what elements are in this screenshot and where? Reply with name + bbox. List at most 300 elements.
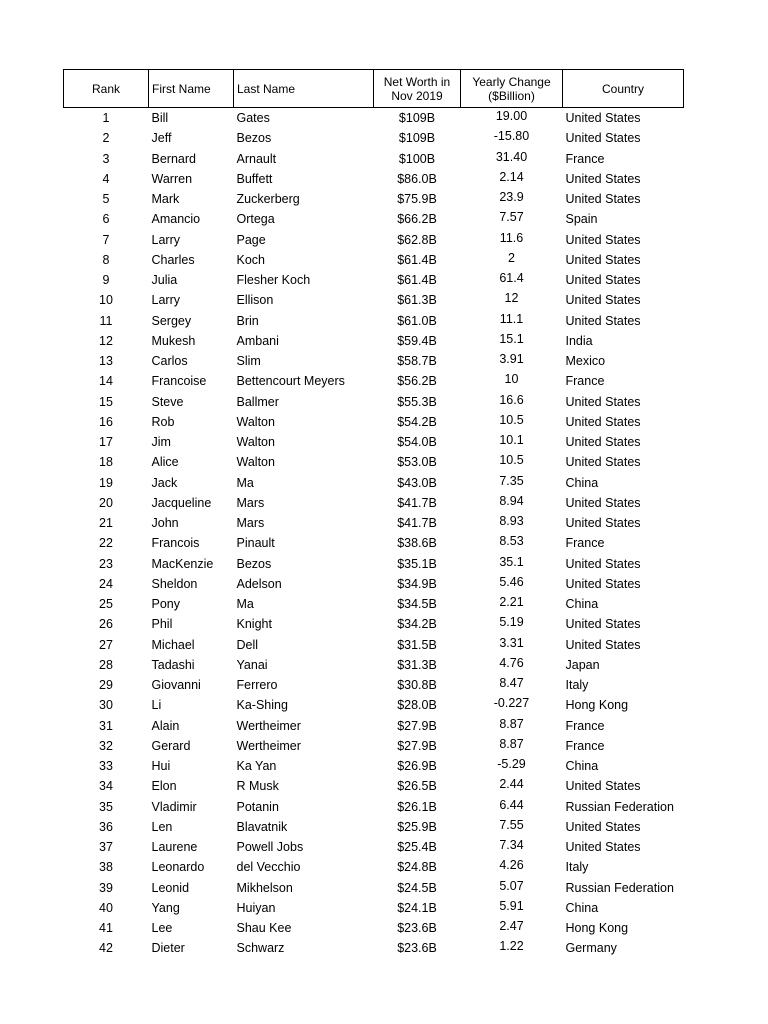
cell-yearly-change: 16.6 <box>499 392 524 407</box>
cell-first-name: Hui <box>151 759 171 774</box>
cell-first-name: Li <box>151 698 162 713</box>
table-row <box>64 371 684 391</box>
cell-net-worth: $54.2B <box>397 414 437 429</box>
cell-yearly-change: 8.47 <box>499 676 524 691</box>
cell-last-name: Dell <box>236 637 259 652</box>
cell-first-name: MacKenzie <box>151 556 214 571</box>
cell-first-name: Sheldon <box>151 576 198 591</box>
cell-last-name: Slim <box>236 354 261 369</box>
cell-rank: 12 <box>99 333 113 348</box>
cell-yearly-change: -0.227 <box>493 696 530 711</box>
cell-yearly-change: 2.21 <box>499 595 524 610</box>
cell-first-name: Jacqueline <box>151 495 212 510</box>
cell-yearly-change: 8.93 <box>499 514 524 529</box>
cell-yearly-change: 1.22 <box>499 939 524 954</box>
cell-first-name: Steve <box>151 394 184 409</box>
cell-first-name: Jim <box>151 435 171 450</box>
cell-first-name: Larry <box>151 293 180 308</box>
cell-first-name: Carlos <box>151 354 188 369</box>
cell-last-name: del Vecchio <box>236 860 301 875</box>
cell-first-name: Lee <box>151 921 173 936</box>
cell-country: China <box>565 759 599 774</box>
cell-country: France <box>565 536 605 551</box>
header-row <box>64 70 684 108</box>
cell-country: United States <box>565 394 641 409</box>
cell-first-name: Giovanni <box>151 678 201 693</box>
cell-net-worth: $23.6B <box>397 941 437 956</box>
cell-yearly-change: 7.57 <box>499 210 524 225</box>
cell-last-name: Wertheimer <box>236 718 301 733</box>
cell-net-worth: $24.5B <box>397 880 437 895</box>
table-row <box>64 614 684 634</box>
table-row <box>64 554 684 574</box>
header-yearly-change-line2: ($Billion) <box>488 88 535 103</box>
cell-last-name: Ellison <box>236 293 274 308</box>
cell-net-worth: $55.3B <box>397 394 437 409</box>
table-row <box>64 655 684 675</box>
cell-last-name: Ferrero <box>236 678 278 693</box>
cell-net-worth: $24.1B <box>397 900 437 915</box>
cell-rank: 25 <box>99 597 113 612</box>
cell-first-name: Leonid <box>151 880 190 895</box>
cell-rank: 32 <box>99 738 113 753</box>
cell-rank: 15 <box>99 394 113 409</box>
cell-first-name: Larry <box>151 232 180 247</box>
cell-yearly-change: 19.00 <box>495 109 528 124</box>
header-country: Country <box>563 70 684 108</box>
cell-yearly-change: 11.1 <box>499 311 524 326</box>
cell-yearly-change: 61.4 <box>499 271 524 286</box>
cell-first-name: Warren <box>151 171 193 186</box>
cell-country: Hong Kong <box>565 921 629 936</box>
cell-rank: 26 <box>99 617 113 632</box>
cell-last-name: Yanai <box>236 657 268 672</box>
table-row <box>64 493 684 513</box>
cell-net-worth: $26.9B <box>397 759 437 774</box>
cell-yearly-change: 2.14 <box>499 169 524 184</box>
cell-country: China <box>565 900 599 915</box>
table-row <box>64 169 684 189</box>
cell-rank: 21 <box>99 516 113 531</box>
cell-last-name: Ma <box>236 475 254 490</box>
cell-country: France <box>565 151 605 166</box>
cell-country: United States <box>565 637 641 652</box>
billionaires-sheet <box>63 69 683 959</box>
cell-rank: 7 <box>102 232 110 247</box>
cell-net-worth: $109B <box>398 111 436 126</box>
cell-rank: 18 <box>99 455 113 470</box>
cell-last-name: Ortega <box>236 212 275 227</box>
table-row <box>64 351 684 371</box>
cell-first-name: Yang <box>151 900 180 915</box>
cell-first-name: Sergey <box>151 313 192 328</box>
cell-first-name: Francoise <box>151 374 207 389</box>
cell-rank: 29 <box>99 678 113 693</box>
cell-yearly-change: 7.55 <box>499 817 524 832</box>
cell-country: United States <box>565 516 641 531</box>
cell-first-name: Phil <box>151 617 173 632</box>
table-row <box>64 736 684 756</box>
cell-country: United States <box>565 455 641 470</box>
cell-country: France <box>565 374 605 389</box>
table-row <box>64 128 684 148</box>
cell-yearly-change: 8.94 <box>499 493 524 508</box>
cell-rank: 41 <box>99 921 113 936</box>
cell-yearly-change: 7.34 <box>499 838 524 853</box>
cell-net-worth: $58.7B <box>397 354 437 369</box>
header-yearly-change <box>461 70 563 108</box>
cell-last-name: Gates <box>236 111 270 126</box>
cell-rank: 16 <box>99 414 113 429</box>
cell-yearly-change: 5.19 <box>499 615 524 630</box>
cell-country: United States <box>565 414 641 429</box>
cell-first-name: Laurene <box>151 840 198 855</box>
cell-first-name: Elon <box>151 779 177 794</box>
cell-last-name: Bettencourt Meyers <box>236 374 345 389</box>
cell-first-name: Gerard <box>151 738 191 753</box>
table-row <box>64 189 684 209</box>
cell-last-name: Walton <box>236 414 275 429</box>
cell-yearly-change: 2.44 <box>499 777 524 792</box>
cell-country: United States <box>565 111 641 126</box>
table-row <box>64 817 684 837</box>
cell-net-worth: $56.2B <box>397 374 437 389</box>
cell-net-worth: $59.4B <box>397 333 437 348</box>
billionaires-table <box>63 69 684 959</box>
cell-yearly-change: 10.1 <box>499 433 524 448</box>
cell-yearly-change: 11.6 <box>499 230 524 245</box>
table-row <box>64 878 684 898</box>
cell-last-name: Walton <box>236 435 275 450</box>
cell-rank: 14 <box>99 374 113 389</box>
cell-yearly-change: 5.46 <box>499 574 524 589</box>
cell-net-worth: $61.3B <box>397 293 437 308</box>
cell-net-worth: $38.6B <box>397 536 437 551</box>
cell-country: Japan <box>565 657 600 672</box>
header-rank: Rank <box>64 70 149 108</box>
table-row <box>64 452 684 472</box>
cell-last-name: Shau Kee <box>236 921 292 936</box>
cell-net-worth: $54.0B <box>397 435 437 450</box>
cell-net-worth: $27.9B <box>397 718 437 733</box>
cell-rank: 17 <box>99 435 113 450</box>
cell-rank: 33 <box>99 759 113 774</box>
cell-yearly-change: 5.91 <box>499 898 524 913</box>
cell-last-name: Ka-Shing <box>236 698 288 713</box>
cell-last-name: Ballmer <box>236 394 279 409</box>
cell-net-worth: $31.3B <box>397 657 437 672</box>
cell-country: United States <box>565 192 641 207</box>
cell-country: India <box>565 333 593 348</box>
cell-last-name: Ka Yan <box>236 759 277 774</box>
cell-country: United States <box>565 576 641 591</box>
cell-country: United States <box>565 840 641 855</box>
cell-rank: 5 <box>102 192 110 207</box>
table-row <box>64 412 684 432</box>
cell-country: United States <box>565 232 641 247</box>
cell-last-name: Arnault <box>236 151 277 166</box>
cell-net-worth: $35.1B <box>397 556 437 571</box>
cell-yearly-change: 3.91 <box>499 352 524 367</box>
cell-country: Italy <box>565 860 589 875</box>
cell-rank: 31 <box>99 718 113 733</box>
cell-net-worth: $31.5B <box>397 637 437 652</box>
table-row <box>64 695 684 715</box>
table-row <box>64 756 684 776</box>
cell-first-name: Michael <box>151 637 195 652</box>
cell-last-name: Powell Jobs <box>236 840 304 855</box>
cell-net-worth: $100B <box>398 151 436 166</box>
table-row <box>64 270 684 290</box>
cell-yearly-change: -15.80 <box>493 129 530 144</box>
cell-last-name: Zuckerberg <box>236 192 300 207</box>
cell-rank: 11 <box>99 313 113 328</box>
cell-first-name: Bill <box>151 111 169 126</box>
cell-yearly-change: -5.29 <box>497 757 526 772</box>
table-row <box>64 149 684 169</box>
cell-rank: 22 <box>99 536 113 551</box>
cell-rank: 20 <box>99 495 113 510</box>
cell-rank: 23 <box>99 556 113 571</box>
cell-net-worth: $27.9B <box>397 738 437 753</box>
cell-country: France <box>565 718 605 733</box>
cell-first-name: Alice <box>151 455 179 470</box>
cell-net-worth: $26.1B <box>397 799 437 814</box>
cell-net-worth: $24.8B <box>397 860 437 875</box>
table-row <box>64 938 684 958</box>
table-row <box>64 473 684 493</box>
cell-first-name: Francois <box>151 536 200 551</box>
table-row <box>64 594 684 614</box>
cell-last-name: Bezos <box>236 131 272 146</box>
cell-last-name: Mikhelson <box>236 880 293 895</box>
cell-last-name: Bezos <box>236 556 272 571</box>
header-first-name: First Name <box>149 70 234 108</box>
cell-country: Russian Federation <box>565 799 674 814</box>
cell-net-worth: $109B <box>398 131 436 146</box>
cell-first-name: Len <box>151 819 173 834</box>
cell-yearly-change: 6.44 <box>499 797 524 812</box>
cell-first-name: Charles <box>151 252 195 267</box>
cell-rank: 8 <box>102 252 110 267</box>
cell-yearly-change: 4.26 <box>499 858 524 873</box>
cell-net-worth: $34.2B <box>397 617 437 632</box>
cell-rank: 9 <box>102 273 110 288</box>
cell-yearly-change: 10.5 <box>499 412 524 427</box>
table-row <box>64 574 684 594</box>
cell-yearly-change: 10 <box>504 372 519 387</box>
cell-net-worth: $66.2B <box>397 212 437 227</box>
table-row <box>64 635 684 655</box>
cell-last-name: Blavatnik <box>236 819 288 834</box>
cell-rank: 40 <box>99 900 113 915</box>
cell-last-name: Mars <box>236 516 265 531</box>
cell-first-name: Vladimir <box>151 799 197 814</box>
cell-yearly-change: 8.87 <box>499 716 524 731</box>
table-row <box>64 675 684 695</box>
cell-yearly-change: 35.1 <box>499 554 524 569</box>
cell-rank: 38 <box>99 860 113 875</box>
table-row <box>64 230 684 250</box>
cell-yearly-change: 7.35 <box>499 473 524 488</box>
cell-last-name: Knight <box>236 617 272 632</box>
cell-country: United States <box>565 495 641 510</box>
cell-rank: 6 <box>102 212 110 227</box>
cell-net-worth: $23.6B <box>397 921 437 936</box>
cell-rank: 35 <box>99 799 113 814</box>
cell-net-worth: $61.4B <box>397 252 437 267</box>
cell-last-name: Flesher Koch <box>236 273 311 288</box>
cell-rank: 34 <box>99 779 113 794</box>
cell-first-name: Dieter <box>151 941 185 956</box>
cell-last-name: Pinault <box>236 536 275 551</box>
cell-last-name: R Musk <box>236 779 279 794</box>
table-row <box>64 797 684 817</box>
cell-country: United States <box>565 293 641 308</box>
cell-first-name: Mark <box>151 192 180 207</box>
cell-yearly-change: 10.5 <box>499 453 524 468</box>
header-net-worth <box>374 70 461 108</box>
cell-last-name: Brin <box>236 313 259 328</box>
cell-yearly-change: 2.47 <box>499 919 524 934</box>
cell-country: United States <box>565 617 641 632</box>
cell-last-name: Schwarz <box>236 941 285 956</box>
cell-net-worth: $26.5B <box>397 779 437 794</box>
cell-last-name: Walton <box>236 455 275 470</box>
cell-yearly-change: 12 <box>504 291 519 306</box>
cell-net-worth: $25.9B <box>397 819 437 834</box>
cell-rank: 13 <box>99 354 113 369</box>
cell-net-worth: $25.4B <box>397 840 437 855</box>
cell-first-name: Julia <box>151 273 178 288</box>
cell-last-name: Mars <box>236 495 265 510</box>
cell-net-worth: $28.0B <box>397 698 437 713</box>
table-row <box>64 108 684 129</box>
cell-first-name: Alain <box>151 718 180 733</box>
cell-country: China <box>565 597 599 612</box>
cell-country: United States <box>565 556 641 571</box>
cell-rank: 2 <box>102 131 110 146</box>
table-row <box>64 392 684 412</box>
header-net-worth-line2: Nov 2019 <box>391 88 443 103</box>
cell-last-name: Potanin <box>236 799 279 814</box>
cell-rank: 4 <box>102 171 110 186</box>
cell-net-worth: $62.8B <box>397 232 437 247</box>
cell-yearly-change: 31.40 <box>495 149 528 164</box>
cell-first-name: Bernard <box>151 151 196 166</box>
cell-first-name: Pony <box>151 597 180 612</box>
cell-yearly-change: 8.87 <box>499 736 524 751</box>
cell-rank: 28 <box>99 657 113 672</box>
table-row <box>64 290 684 310</box>
cell-net-worth: $41.7B <box>397 516 437 531</box>
cell-rank: 42 <box>99 941 113 956</box>
table-row <box>64 837 684 857</box>
cell-rank: 30 <box>99 698 113 713</box>
cell-country: United States <box>565 252 641 267</box>
header-last-name: Last Name <box>234 70 374 108</box>
cell-country: Russian Federation <box>565 880 674 895</box>
cell-last-name: Ambani <box>236 333 279 348</box>
cell-first-name: John <box>151 516 179 531</box>
cell-yearly-change: 23.9 <box>499 190 524 205</box>
table-row <box>64 331 684 351</box>
cell-yearly-change: 3.31 <box>499 635 524 650</box>
cell-first-name: Jeff <box>151 131 172 146</box>
cell-last-name: Ma <box>236 597 254 612</box>
table-row <box>64 918 684 938</box>
cell-country: United States <box>565 819 641 834</box>
table-row <box>64 209 684 229</box>
cell-net-worth: $61.0B <box>397 313 437 328</box>
cell-country: United States <box>565 273 641 288</box>
cell-last-name: Wertheimer <box>236 738 301 753</box>
cell-rank: 10 <box>99 293 113 308</box>
cell-rank: 27 <box>99 637 113 652</box>
cell-net-worth: $75.9B <box>397 192 437 207</box>
table-body <box>64 108 684 959</box>
cell-net-worth: $86.0B <box>397 171 437 186</box>
cell-country: China <box>565 475 599 490</box>
table-row <box>64 898 684 918</box>
cell-country: Italy <box>565 678 589 693</box>
cell-first-name: Mukesh <box>151 333 196 348</box>
cell-net-worth: $34.5B <box>397 597 437 612</box>
table-row <box>64 432 684 452</box>
cell-last-name: Huiyan <box>236 900 276 915</box>
cell-country: United States <box>565 313 641 328</box>
cell-first-name: Rob <box>151 414 175 429</box>
cell-net-worth: $41.7B <box>397 495 437 510</box>
table-row <box>64 533 684 553</box>
cell-first-name: Leonardo <box>151 860 205 875</box>
cell-last-name: Adelson <box>236 576 282 591</box>
cell-country: France <box>565 738 605 753</box>
cell-country: Germany <box>565 941 617 956</box>
cell-first-name: Amancio <box>151 212 201 227</box>
cell-net-worth: $34.9B <box>397 576 437 591</box>
cell-rank: 39 <box>99 880 113 895</box>
cell-last-name: Koch <box>236 252 265 267</box>
cell-country: United States <box>565 779 641 794</box>
cell-net-worth: $30.8B <box>397 678 437 693</box>
cell-rank: 3 <box>102 151 110 166</box>
cell-net-worth: $43.0B <box>397 475 437 490</box>
cell-yearly-change: 5.07 <box>499 878 524 893</box>
cell-country: United States <box>565 435 641 450</box>
header-net-worth-line1: Net Worth in <box>383 74 451 89</box>
cell-rank: 19 <box>99 475 113 490</box>
cell-yearly-change: 2 <box>508 250 515 265</box>
table-row <box>64 716 684 736</box>
cell-country: United States <box>565 131 641 146</box>
cell-yearly-change: 15.1 <box>499 331 524 346</box>
cell-rank: 1 <box>102 111 110 126</box>
table-row <box>64 250 684 270</box>
cell-yearly-change: 4.76 <box>499 655 524 670</box>
cell-rank: 24 <box>99 576 113 591</box>
cell-net-worth: $53.0B <box>397 455 437 470</box>
table-row <box>64 776 684 796</box>
cell-country: Hong Kong <box>565 698 629 713</box>
cell-country: United States <box>565 171 641 186</box>
cell-rank: 36 <box>99 819 113 834</box>
cell-last-name: Buffett <box>236 171 273 186</box>
table-row <box>64 513 684 533</box>
cell-country: Mexico <box>565 354 606 369</box>
cell-last-name: Page <box>236 232 266 247</box>
cell-yearly-change: 8.53 <box>499 534 524 549</box>
